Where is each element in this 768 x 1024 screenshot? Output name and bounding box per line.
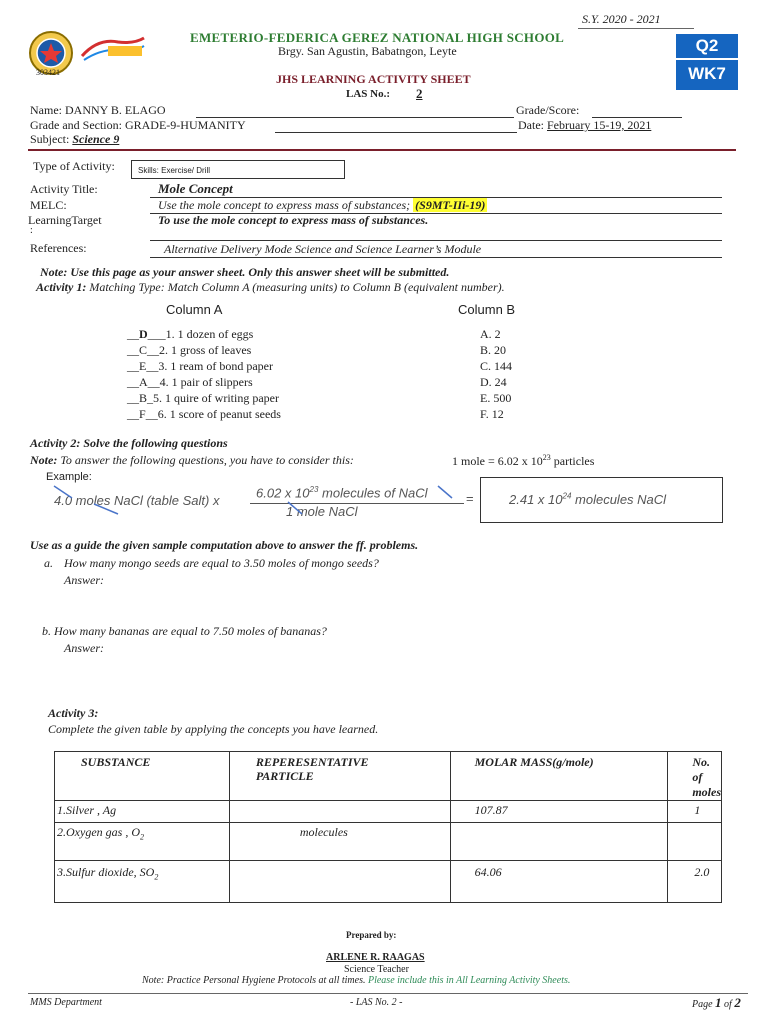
references-line	[150, 257, 722, 258]
activity1-instruction: Matching Type: Match Column A (measuring units) to Column B (equivalent number).	[86, 280, 505, 294]
matching-item[interactable]: __A__4. 1 pair of slippers	[127, 375, 253, 389]
header-molar-mass: MOLAR MASS(g/mole)	[450, 752, 668, 801]
footer-department: MMS Department	[30, 997, 102, 1008]
example-denominator: 1 mole NaCl	[286, 504, 358, 519]
column-b-item: B. 20	[480, 343, 507, 357]
subject-row	[30, 132, 119, 147]
activity1-header	[36, 280, 505, 295]
name-row	[30, 103, 166, 118]
school-name: EMETERIO-FEDERICA GEREZ NATIONAL HIGH SCHOOL	[190, 30, 565, 45]
activity2-note	[30, 453, 354, 468]
quarter-label: Q2	[676, 34, 738, 60]
grade-section-value: GRADE-9-HUMANITY	[124, 118, 246, 132]
matching-item[interactable]: __F__6. 1 score of peanut seeds	[127, 407, 281, 421]
hygiene-note	[142, 975, 570, 986]
activity-title-value: Mole Concept	[158, 181, 233, 196]
type-value-box: Skills: Exercise/ Drill	[131, 160, 345, 179]
matching-answer: A	[139, 375, 148, 389]
question-a-letter: a.	[44, 556, 53, 570]
melc-value: Use the mole concept to express mass of substances;	[158, 198, 411, 212]
activity3-label: Activity 3:	[48, 706, 99, 720]
matching-item[interactable]: __D___1. 1 dozen of eggs	[127, 327, 254, 341]
cell-moles[interactable]: 1	[668, 801, 722, 823]
target-label: LearningTarget	[28, 213, 102, 227]
school-id: 303421	[36, 68, 60, 77]
column-b-item: E. 500	[480, 391, 512, 405]
cell-substance: 2.Oxygen gas , $O_2$	[55, 823, 230, 861]
references-label: References:	[30, 241, 87, 255]
example-result-box: 2.41 x $10^{24}$ molecules NaCl	[480, 477, 723, 523]
example-left: 4.0 moles NaCl (table Salt) x	[54, 493, 220, 508]
matching-answer: D	[139, 327, 148, 341]
date-row	[518, 118, 651, 133]
teacher-name: ARLENE R. RAAGAS	[326, 952, 425, 963]
cell-moles[interactable]: 2.0	[668, 861, 722, 903]
matching-answer: B	[139, 391, 148, 405]
column-b-item: C. 144	[480, 359, 513, 373]
type-label: Type of Activity:	[33, 159, 115, 173]
column-a-header: Column A	[166, 302, 223, 317]
school-year: S.Y. 2020 - 2021	[582, 12, 661, 26]
cell-substance: 3.Sulfur dioxide, $SO_2$	[55, 861, 230, 903]
melc-code: (S9MT-IIi-19)	[415, 198, 486, 212]
activity2-note-text: To answer the following questions, you have to consider this:	[57, 453, 354, 467]
mole-formula: 1 mole = 6.02 x $10^{23}$ particles	[452, 453, 595, 468]
question-a: How many mongo seeds are equal to 3.50 moles of mongo seeds?	[64, 556, 379, 570]
school-year-underline	[578, 28, 694, 29]
date-label: Date:	[518, 118, 544, 132]
pen-cancel-marks-icon	[50, 484, 490, 524]
melc-row	[158, 198, 487, 213]
guide-instruction: Use as a guide the given sample computation above to answer the ff. problems.	[30, 538, 419, 552]
footer-las-number: - LAS No. 2 -	[350, 997, 403, 1008]
matching-item[interactable]: __B_5. 1 quire of writing paper	[127, 391, 279, 405]
header-divider	[28, 149, 736, 151]
cell-molar-mass[interactable]	[450, 823, 668, 861]
matching-answer: E	[139, 359, 147, 373]
hygiene-note-text: Note: Practice Personal Hygiene Protocols at all times.	[142, 975, 366, 986]
cell-particle[interactable]	[229, 861, 450, 903]
grade-section-row	[30, 118, 246, 133]
target-value: To use the mole concept to express mass of substances.	[158, 213, 429, 227]
matching-item[interactable]: __C__2. 1 gross of leaves	[127, 343, 252, 357]
target-colon: :	[30, 225, 33, 236]
answer-sheet-note: Note: Use this page as your answer sheet. Only this answer sheet will be submitted.	[40, 265, 450, 279]
grade-section-label: Grade and Section:	[30, 118, 122, 132]
column-a-list	[127, 326, 281, 422]
las-label: LAS No.:	[346, 88, 391, 100]
date-value: February 15-19, 2021	[547, 118, 652, 132]
answer-b-label[interactable]: Answer:	[64, 641, 104, 655]
cell-molar-mass[interactable]: 64.06	[450, 861, 668, 903]
header-particle: REPERESENTATIVE PARTICLE	[229, 752, 450, 801]
subject-value: Science 9	[72, 132, 120, 146]
column-b-list	[480, 326, 512, 422]
grade-section-line	[275, 132, 517, 133]
cell-moles[interactable]	[668, 823, 722, 861]
column-b-item: D. 24	[480, 375, 507, 389]
melc-label: MELC:	[30, 198, 67, 212]
target-line	[150, 240, 722, 241]
grade-score-label: Grade/Score:	[516, 103, 580, 117]
matching-answer: C	[139, 343, 148, 357]
cell-substance: 1.Silver , Ag	[55, 801, 230, 823]
header-moles: No. of moles	[668, 752, 722, 801]
example-label: Example:	[46, 471, 92, 483]
matching-answer: F	[139, 407, 146, 421]
subject-label: Subject:	[30, 132, 70, 146]
hygiene-note-green: Please include this in All Learning Activity Sheets.	[365, 975, 571, 986]
quarter-week-badge	[676, 34, 738, 90]
matching-item[interactable]: __E__3. 1 ream of bond paper	[127, 359, 273, 373]
references-value: Alternative Delivery Mode Science and Science Learner’s Module	[164, 242, 482, 256]
substance-table	[54, 751, 722, 903]
las-number: 2	[416, 86, 423, 101]
example-equals: =	[466, 491, 474, 506]
activity-title-label: Activity Title:	[30, 182, 98, 196]
prepared-by-label: Prepared by:	[346, 930, 397, 940]
cell-particle[interactable]: molecules	[229, 823, 450, 861]
header-substance: SUBSTANCE	[55, 752, 230, 801]
school-address: Brgy. San Agustin, Babatngon, Leyte	[278, 44, 457, 58]
answer-a-label[interactable]: Answer:	[64, 573, 104, 587]
cell-particle[interactable]	[229, 801, 450, 823]
cell-molar-mass[interactable]: 107.87	[450, 801, 668, 823]
week-label: WK7	[688, 64, 726, 83]
name-label: Name:	[30, 103, 62, 117]
column-b-item: A. 2	[480, 327, 501, 341]
table-header-row	[55, 752, 722, 801]
question-b: b. How many bananas are equal to 7.50 moles of bananas?	[42, 624, 327, 638]
table-row	[55, 861, 722, 903]
sheet-title: JHS LEARNING ACTIVITY SHEET	[276, 72, 471, 86]
teacher-role: Science Teacher	[344, 964, 409, 975]
activity3-instruction: Complete the given table by applying the concepts you have learned.	[48, 722, 379, 736]
table-row	[55, 801, 722, 823]
activity2-title: Activity 2: Solve the following questions	[30, 436, 228, 450]
footer-page-number: Page 1 of 2	[692, 995, 741, 1010]
column-b-item: F. 12	[480, 407, 504, 421]
activity2-note-label: Note:	[30, 453, 58, 467]
footer-divider	[28, 993, 748, 994]
activity1-label: Activity 1:	[36, 280, 87, 294]
example-numerator: 6.02 x $10^{23}$ molecules of NaCl	[256, 485, 428, 501]
column-b-header: Column B	[458, 302, 516, 317]
project-logo-icon	[78, 32, 148, 66]
name-value: DANNY B. ELAGO	[65, 103, 166, 117]
table-row	[55, 823, 722, 861]
